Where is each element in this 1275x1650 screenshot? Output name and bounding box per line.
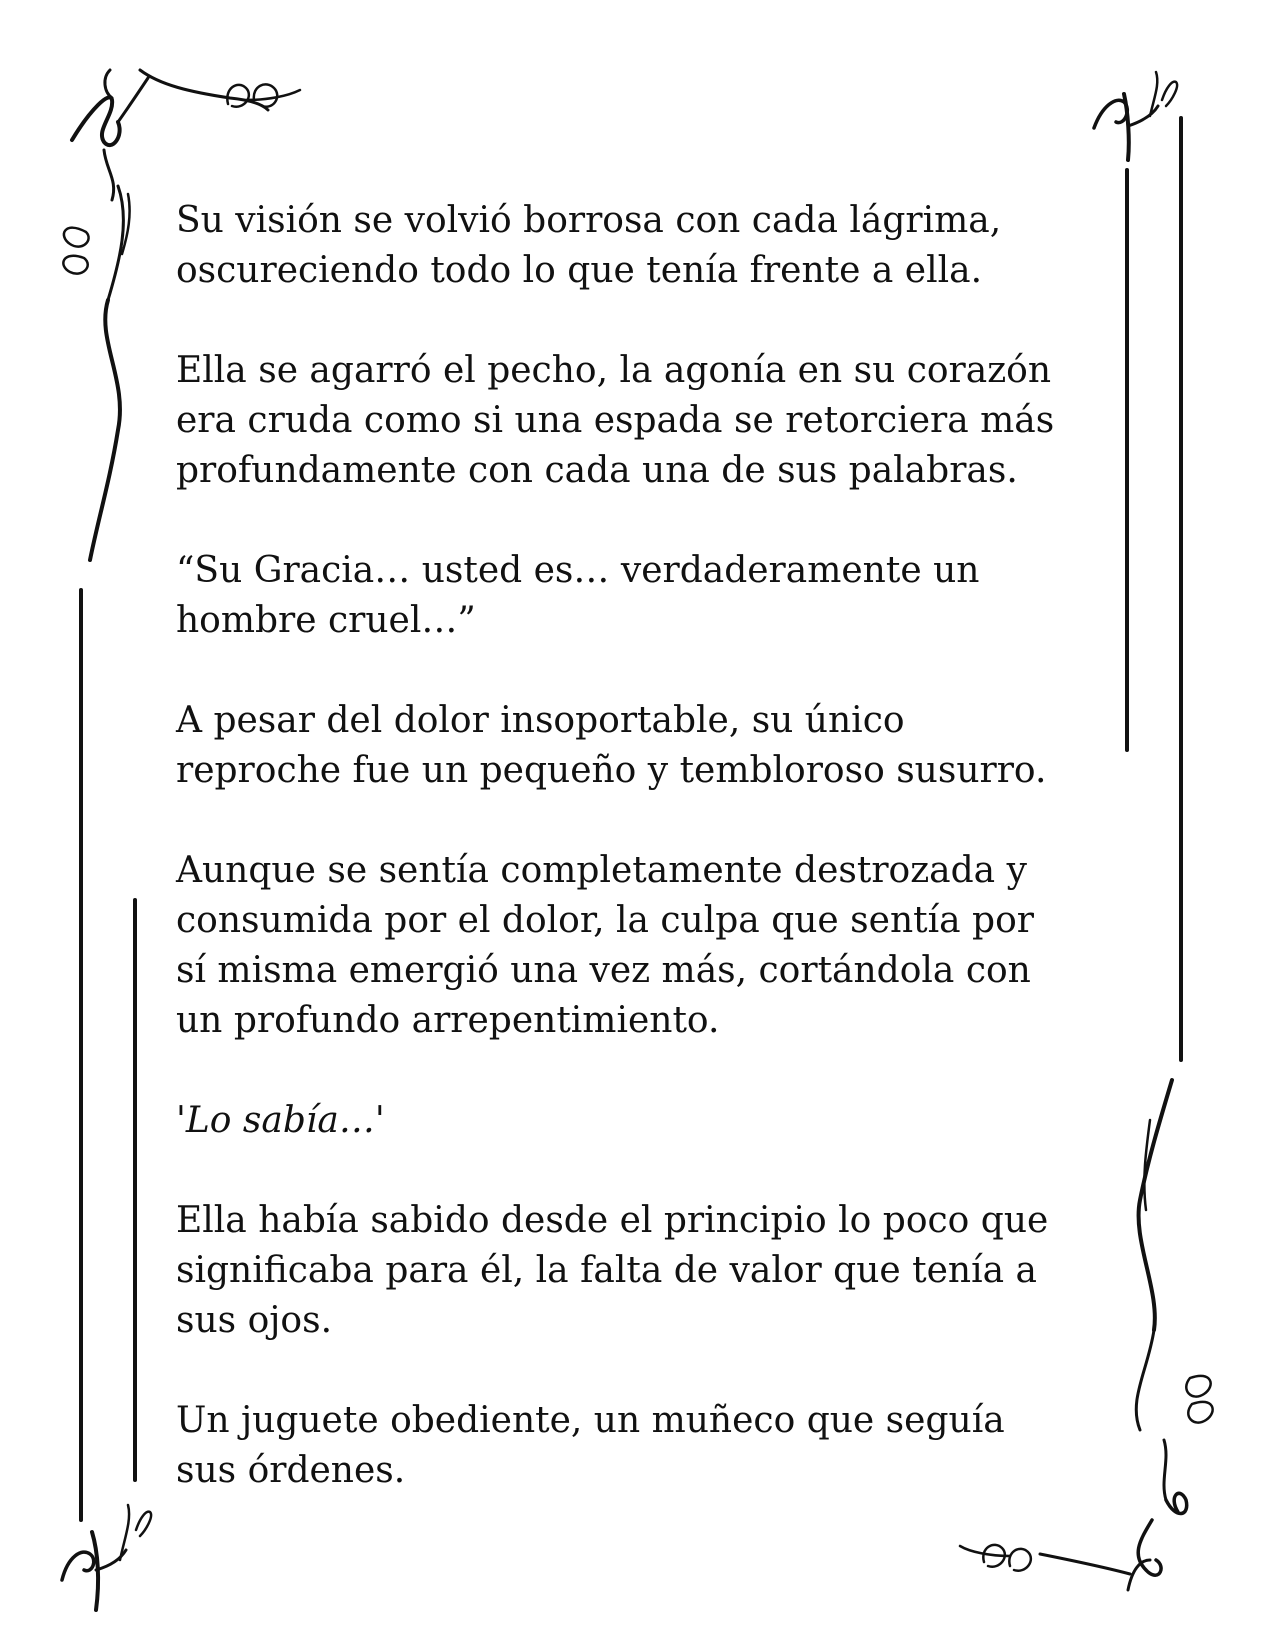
paragraph-line: 'Lo sabía…' [176,1100,385,1141]
paragraph-7 [176,1196,1116,1346]
paragraph-line: era cruda como si una espada se retorciera más [176,400,1055,441]
paragraph-2 [176,346,1116,496]
paragraph-8 [176,1396,1116,1496]
paragraph-line: Su visión se volvió borrosa con cada lágrima, [176,200,1002,241]
paragraph-1 [176,196,1116,296]
paragraph-line: Ella había sabido desde el principio lo poco que [176,1200,1049,1241]
paragraph-line: Aunque se sentía completamente destrozada y [176,850,1027,891]
bottom-left-flourish-icon [62,1505,151,1610]
paragraph-line: “Su Gracia… usted es… verdaderamente un [176,550,980,591]
paragraph-line: sus ojos. [176,1300,333,1341]
paragraph-line: reproche fue un pequeño y tembloroso susurro. [176,750,1047,791]
paragraph-line: sí misma emergió una vez más, cortándola con [176,950,1031,991]
paragraph-line: A pesar del dolor insoportable, su único [176,700,905,741]
paragraph-line: sus órdenes. [176,1450,406,1491]
paragraph-line: Un juguete obediente, un muñeco que seguía [176,1400,1005,1441]
paragraph-line: un profundo arrepentimiento. [176,1000,720,1041]
paragraph-line: hombre cruel…” [176,600,476,641]
top-right-flourish-icon [1094,72,1177,160]
paragraph-line: consumida por el dolor, la culpa que sentía por [176,900,1034,941]
paragraph-line: significaba para él, la falta de valor que tenía a [176,1250,1037,1291]
paragraph-line: Ella se agarró el pecho, la agonía en su corazón [176,350,1052,391]
paragraph-6-thought [176,1096,1116,1146]
paragraph-3-dialogue [176,546,1116,646]
paragraph-line: oscureciendo todo lo que tenía frente a ella. [176,250,983,291]
story-text [176,196,1116,1546]
paragraph-4 [176,696,1116,796]
paragraph-line: profundamente con cada una de sus palabras. [176,450,1018,491]
paragraph-5 [176,846,1116,1046]
